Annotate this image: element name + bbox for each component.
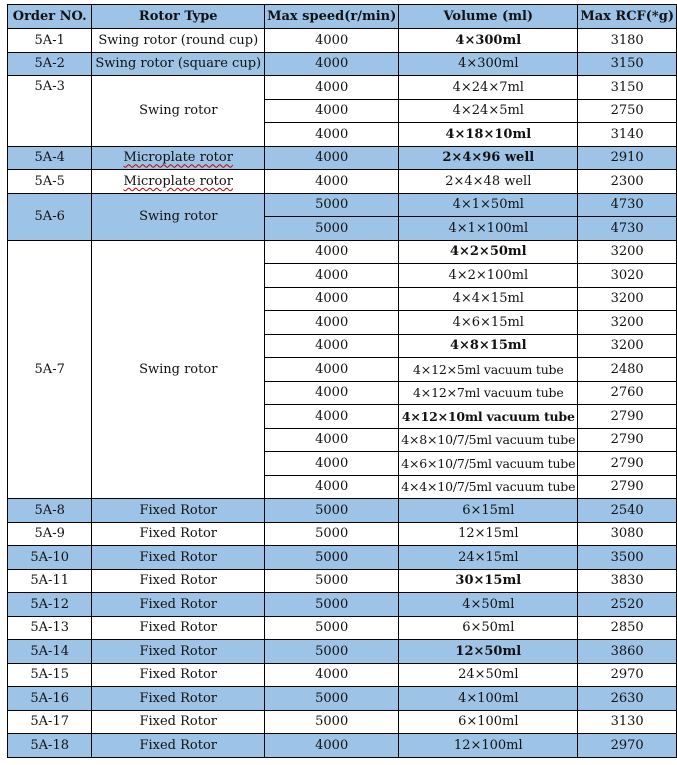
rcf-cell: 2480: [578, 358, 677, 382]
rotor-type-cell: Fixed Rotor: [92, 734, 265, 758]
rcf-cell: 2520: [578, 593, 677, 617]
rotor-type-cell: [92, 146, 265, 170]
volume-cell: 4×8×15ml: [399, 334, 578, 358]
rotor-type-cell: Swing rotor: [92, 193, 265, 240]
header-rotor-type: Rotor Type: [92, 5, 265, 29]
speed-cell: 4000: [265, 311, 399, 335]
header-volume: Volume (ml): [399, 5, 578, 29]
rotor-type-cell: Fixed Rotor: [92, 640, 265, 664]
speed-cell: 4000: [265, 99, 399, 123]
rotor-type-text: Microplate rotor: [123, 173, 233, 189]
rotor-spec-table: [7, 4, 677, 758]
order-cell: 5A-12: [8, 593, 92, 617]
speed-cell: 5000: [265, 193, 399, 217]
volume-cell: 2×4×48 well: [399, 170, 578, 194]
rcf-cell: 2970: [578, 734, 677, 758]
speed-cell: 5000: [265, 593, 399, 617]
volume-cell: 4×12×10ml vacuum tube: [399, 405, 578, 429]
rotor-type-cell: Fixed Rotor: [92, 499, 265, 523]
rcf-cell: 2630: [578, 687, 677, 711]
speed-cell: 4000: [265, 452, 399, 476]
rcf-cell: 2790: [578, 428, 677, 452]
rcf-cell: 2790: [578, 475, 677, 499]
volume-cell: 2×4×96 well: [399, 146, 578, 170]
speed-cell: 4000: [265, 76, 399, 100]
volume-cell: 4×4×15ml: [399, 287, 578, 311]
rotor-type-cell: Swing rotor: [92, 240, 265, 499]
volume-cell: 4×50ml: [399, 593, 578, 617]
speed-cell: 4000: [265, 240, 399, 264]
volume-cell: 6×50ml: [399, 616, 578, 640]
rcf-cell: 2970: [578, 663, 677, 687]
table-row: [8, 240, 677, 264]
order-cell: 5A-1: [8, 29, 92, 53]
volume-cell: 6×15ml: [399, 499, 578, 523]
rcf-cell: 3150: [578, 52, 677, 76]
volume-cell: 4×6×15ml: [399, 311, 578, 335]
order-cell: 5A-5: [8, 170, 92, 194]
volume-cell: 6×100ml: [399, 710, 578, 734]
rcf-cell: 3140: [578, 123, 677, 147]
rotor-type-cell: Fixed Rotor: [92, 522, 265, 546]
volume-cell: 4×2×100ml: [399, 264, 578, 288]
rcf-cell: 2540: [578, 499, 677, 523]
volume-cell: 4×300ml: [399, 52, 578, 76]
speed-cell: 4000: [265, 123, 399, 147]
table-row: [8, 569, 677, 593]
rcf-cell: 4730: [578, 217, 677, 241]
speed-cell: 4000: [265, 475, 399, 499]
table-row: [8, 640, 677, 664]
header-row: [8, 5, 677, 29]
rcf-cell: 3150: [578, 76, 677, 100]
volume-cell: 4×8×10/7/5ml vacuum tube: [399, 428, 578, 452]
speed-cell: 5000: [265, 569, 399, 593]
volume-cell: 4×12×7ml vacuum tube: [399, 381, 578, 405]
speed-cell: 4000: [265, 334, 399, 358]
order-cell: 5A-9: [8, 522, 92, 546]
rcf-cell: 3200: [578, 287, 677, 311]
volume-cell: 4×100ml: [399, 687, 578, 711]
rcf-cell: 3180: [578, 29, 677, 53]
volume-cell: 24×50ml: [399, 663, 578, 687]
rcf-cell: 3860: [578, 640, 677, 664]
volume-cell: 4×24×7ml: [399, 76, 578, 100]
rotor-type-cell: [92, 170, 265, 194]
speed-cell: 4000: [265, 734, 399, 758]
order-cell: 5A-3: [8, 76, 92, 147]
order-cell: 5A-17: [8, 710, 92, 734]
rotor-type-cell: Swing rotor (round cup): [92, 29, 265, 53]
volume-cell: 12×15ml: [399, 522, 578, 546]
speed-cell: 4000: [265, 170, 399, 194]
rcf-cell: 3500: [578, 546, 677, 570]
rcf-cell: 2790: [578, 452, 677, 476]
speed-cell: 4000: [265, 52, 399, 76]
order-cell: 5A-4: [8, 146, 92, 170]
speed-cell: 4000: [265, 428, 399, 452]
table-row: [8, 193, 677, 217]
rcf-cell: 2850: [578, 616, 677, 640]
rcf-cell: 2910: [578, 146, 677, 170]
order-cell: 5A-6: [8, 193, 92, 240]
speed-cell: 5000: [265, 616, 399, 640]
rotor-type-cell: Fixed Rotor: [92, 687, 265, 711]
speed-cell: 4000: [265, 264, 399, 288]
rcf-cell: 2300: [578, 170, 677, 194]
table-row: [8, 522, 677, 546]
header-max-rcf: Max RCF(*g): [578, 5, 677, 29]
rotor-type-cell: Fixed Rotor: [92, 663, 265, 687]
rotor-type-text: Microplate rotor: [123, 150, 233, 166]
speed-cell: 4000: [265, 29, 399, 53]
rotor-type-cell: Swing rotor: [92, 76, 265, 147]
header-order-no: Order NO.: [8, 5, 92, 29]
volume-cell: 12×50ml: [399, 640, 578, 664]
table-row: [8, 710, 677, 734]
rcf-cell: 3080: [578, 522, 677, 546]
speed-cell: 5000: [265, 217, 399, 241]
order-cell: 5A-16: [8, 687, 92, 711]
table-row: [8, 52, 677, 76]
rotor-type-cell: Fixed Rotor: [92, 569, 265, 593]
order-cell: 5A-10: [8, 546, 92, 570]
table-row: [8, 616, 677, 640]
volume-cell: 4×300ml: [399, 29, 578, 53]
rotor-type-cell: Fixed Rotor: [92, 593, 265, 617]
volume-cell: 4×1×100ml: [399, 217, 578, 241]
volume-cell: 4×12×5ml vacuum tube: [399, 358, 578, 382]
rcf-cell: 2760: [578, 381, 677, 405]
speed-cell: 4000: [265, 146, 399, 170]
speed-cell: 5000: [265, 522, 399, 546]
rcf-cell: 3200: [578, 311, 677, 335]
volume-cell: 30×15ml: [399, 569, 578, 593]
header-max-speed: Max speed(r/min): [265, 5, 399, 29]
order-cell: 5A-18: [8, 734, 92, 758]
table-row: [8, 499, 677, 523]
volume-cell: 4×24×5ml: [399, 99, 578, 123]
rotor-type-cell: Swing rotor (square cup): [92, 52, 265, 76]
rotor-type-cell: Fixed Rotor: [92, 710, 265, 734]
speed-cell: 4000: [265, 381, 399, 405]
speed-cell: 5000: [265, 687, 399, 711]
table-row: [8, 546, 677, 570]
rotor-type-cell: Fixed Rotor: [92, 546, 265, 570]
volume-cell: 4×2×50ml: [399, 240, 578, 264]
volume-cell: 4×6×10/7/5ml vacuum tube: [399, 452, 578, 476]
rcf-cell: 3200: [578, 334, 677, 358]
speed-cell: 5000: [265, 499, 399, 523]
speed-cell: 4000: [265, 405, 399, 429]
rcf-cell: 3020: [578, 264, 677, 288]
speed-cell: 4000: [265, 663, 399, 687]
order-cell: 5A-13: [8, 616, 92, 640]
table-row: [8, 687, 677, 711]
speed-cell: 5000: [265, 546, 399, 570]
volume-cell: 12×100ml: [399, 734, 578, 758]
table-row: [8, 593, 677, 617]
table-row: [8, 663, 677, 687]
table-row: [8, 170, 677, 194]
table-row: [8, 146, 677, 170]
volume-cell: 4×4×10/7/5ml vacuum tube: [399, 475, 578, 499]
rcf-cell: 3200: [578, 240, 677, 264]
speed-cell: 5000: [265, 640, 399, 664]
table-row: [8, 29, 677, 53]
rcf-cell: 4730: [578, 193, 677, 217]
order-cell: 5A-2: [8, 52, 92, 76]
speed-cell: 5000: [265, 710, 399, 734]
rcf-cell: 2750: [578, 99, 677, 123]
order-cell: 5A-11: [8, 569, 92, 593]
volume-cell: 4×18×10ml: [399, 123, 578, 147]
table-row: [8, 76, 677, 100]
order-cell: 5A-15: [8, 663, 92, 687]
speed-cell: 4000: [265, 358, 399, 382]
volume-cell: 24×15ml: [399, 546, 578, 570]
order-cell: 5A-14: [8, 640, 92, 664]
order-cell: 5A-7: [8, 240, 92, 499]
rotor-type-cell: Fixed Rotor: [92, 616, 265, 640]
order-cell: 5A-8: [8, 499, 92, 523]
table-row: [8, 734, 677, 758]
rcf-cell: 3830: [578, 569, 677, 593]
rcf-cell: 2790: [578, 405, 677, 429]
speed-cell: 4000: [265, 287, 399, 311]
rcf-cell: 3130: [578, 710, 677, 734]
volume-cell: 4×1×50ml: [399, 193, 578, 217]
